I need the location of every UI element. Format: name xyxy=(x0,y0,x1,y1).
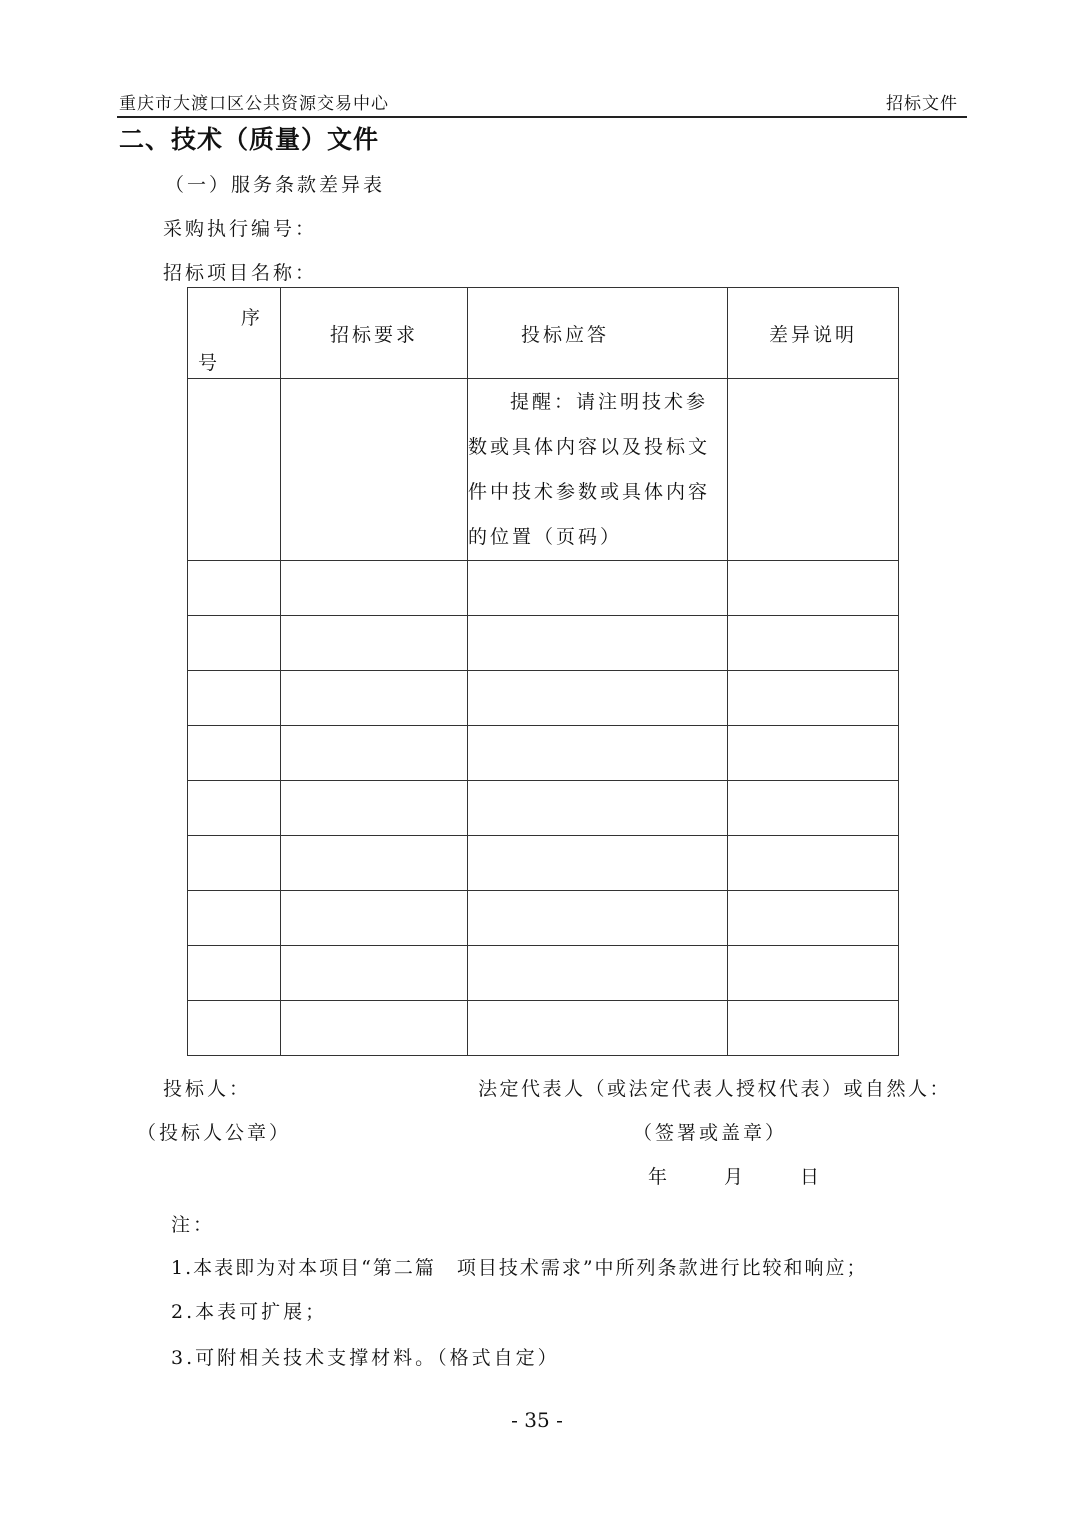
reminder-line-4: 的位置（页码） xyxy=(468,525,623,548)
date-month: 月 xyxy=(724,1166,747,1188)
page-number: - 35 - xyxy=(511,1408,563,1432)
cell-difference[interactable] xyxy=(728,616,899,671)
header-org: 重庆市大渡口区公共资源交易中心 xyxy=(119,94,389,114)
cell-requirement[interactable] xyxy=(281,946,468,1001)
reminder-line-2: 数或具体内容以及投标文 xyxy=(468,435,711,458)
header-seq xyxy=(188,288,281,379)
note-item-2: 2.本表可扩展； xyxy=(171,1301,328,1323)
legal-rep-label: 法定代表人（或法定代表人授权代表）或自然人： xyxy=(478,1078,952,1100)
header-doc-type: 招标文件 xyxy=(886,94,958,114)
cell-response[interactable] xyxy=(468,781,728,836)
cell-response[interactable] xyxy=(468,891,728,946)
header-seq-part1: 序 xyxy=(241,307,264,329)
cell-difference[interactable] xyxy=(728,379,899,561)
cell-seq[interactable] xyxy=(188,1001,281,1056)
note-item-3: 3.可附相关技术支撑材料。（格式自定） xyxy=(171,1347,560,1369)
cell-seq[interactable] xyxy=(188,946,281,1001)
section-title: 二、技术（质量）文件 xyxy=(119,125,380,154)
cell-response[interactable] xyxy=(468,1001,728,1056)
table-row xyxy=(188,1001,899,1056)
cell-seq[interactable] xyxy=(188,616,281,671)
table-row xyxy=(188,671,899,726)
project-name-label: 招标项目名称： xyxy=(163,262,318,284)
cell-requirement[interactable] xyxy=(281,781,468,836)
table-row xyxy=(188,726,899,781)
header-difference: 差异说明 xyxy=(728,288,899,379)
table-row xyxy=(188,379,899,561)
cell-requirement[interactable] xyxy=(281,671,468,726)
cell-requirement[interactable] xyxy=(281,726,468,781)
cell-response[interactable] xyxy=(468,836,728,891)
cell-seq[interactable] xyxy=(188,781,281,836)
cell-difference[interactable] xyxy=(728,726,899,781)
reminder-line-1: 提醒：请注明技术参 xyxy=(510,390,709,413)
cell-difference[interactable] xyxy=(728,836,899,891)
difference-table xyxy=(187,287,899,1056)
cell-difference[interactable] xyxy=(728,946,899,1001)
header-rule xyxy=(117,116,967,118)
cell-response[interactable] xyxy=(468,616,728,671)
bidder-label: 投标人： xyxy=(163,1078,252,1100)
cell-seq[interactable] xyxy=(188,891,281,946)
notes-label: 注： xyxy=(171,1214,216,1236)
reminder-line-3: 件中技术参数或具体内容 xyxy=(468,480,711,503)
table-row xyxy=(188,781,899,836)
date-day: 日 xyxy=(800,1166,823,1188)
header-seq-part2: 号 xyxy=(198,352,221,374)
cell-requirement[interactable] xyxy=(281,836,468,891)
sign-or-seal: （签署或盖章） xyxy=(633,1122,788,1144)
cell-requirement[interactable] xyxy=(281,616,468,671)
bidder-seal: （投标人公章） xyxy=(137,1122,292,1144)
note-item-1: 1.本表即为对本项目“第二篇 项目技术需求”中所列条款进行比较和响应； xyxy=(171,1257,868,1279)
cell-seq[interactable] xyxy=(188,671,281,726)
cell-requirement[interactable] xyxy=(281,379,468,561)
cell-response[interactable] xyxy=(468,946,728,1001)
cell-seq[interactable] xyxy=(188,726,281,781)
cell-response[interactable] xyxy=(468,726,728,781)
table-row xyxy=(188,561,899,616)
cell-response-reminder[interactable] xyxy=(468,379,728,561)
cell-response[interactable] xyxy=(468,561,728,616)
cell-seq[interactable] xyxy=(188,561,281,616)
table-header-row xyxy=(188,288,899,379)
cell-difference[interactable] xyxy=(728,1001,899,1056)
cell-response[interactable] xyxy=(468,671,728,726)
cell-requirement[interactable] xyxy=(281,891,468,946)
cell-seq[interactable] xyxy=(188,836,281,891)
header-requirement: 招标要求 xyxy=(281,288,468,379)
cell-requirement[interactable] xyxy=(281,1001,468,1056)
table-row xyxy=(188,946,899,1001)
table-row xyxy=(188,836,899,891)
cell-difference[interactable] xyxy=(728,781,899,836)
cell-requirement[interactable] xyxy=(281,561,468,616)
table-row xyxy=(188,616,899,671)
cell-difference[interactable] xyxy=(728,891,899,946)
exec-no-label: 采购执行编号： xyxy=(163,218,318,240)
section-subtitle: （一）服务条款差异表 xyxy=(165,174,386,196)
cell-seq[interactable] xyxy=(188,379,281,561)
cell-difference[interactable] xyxy=(728,671,899,726)
table-row xyxy=(188,891,899,946)
date-year: 年 xyxy=(648,1166,671,1188)
header-response: 投标应答 xyxy=(468,288,728,379)
cell-difference[interactable] xyxy=(728,561,899,616)
